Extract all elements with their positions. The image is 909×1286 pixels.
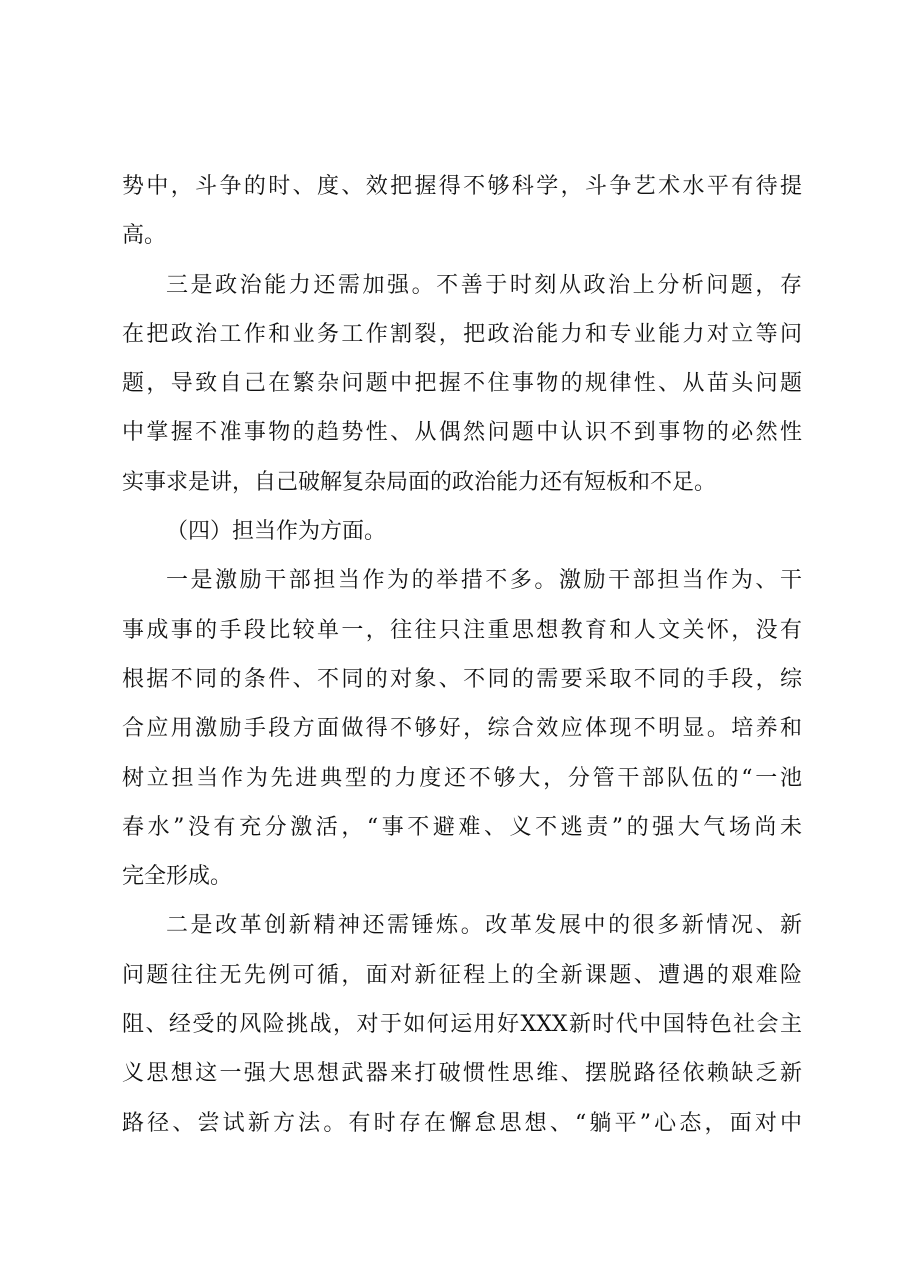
text-line: 合应用激励手段方面做得不够好，综合效应体现不明显。培养和 xyxy=(122,716,802,742)
text-line: 在把政治工作和业务工作割裂，把政治能力和专业能力对立等问 xyxy=(122,321,802,347)
text-line: 路径、尝试新方法。有时存在懈怠思想、“躺平”心态，面对中 xyxy=(122,1110,802,1136)
text-line: 根据不同的条件、不同的对象、不同的需要采取不同的手段，综 xyxy=(122,666,802,692)
text-line: 问题往往无先例可循，面对新征程上的全新课题、遭遇的艰难险 xyxy=(122,962,802,988)
paragraph-start-line: 二是改革创新精神还需锤炼。改革发展中的很多新情况、新 xyxy=(166,913,802,939)
text-line: 题，导致自己在繁杂问题中把握不住事物的规律性、从苗头问题 xyxy=(122,371,802,397)
body-text xyxy=(122,162,802,1148)
section-heading: （四）担当作为方面。 xyxy=(166,519,387,545)
text-line: 中掌握不准事物的趋势性、从偶然问题中认识不到事物的必然性 xyxy=(122,420,802,446)
text-line: 高。 xyxy=(122,223,167,249)
text-line: 阻、经受的风险挑战，对于如何运用好XXX新时代中国特色社会主 xyxy=(122,1012,802,1038)
text-line: 春水”没有充分激活，“事不避难、义不逃责”的强大气场尚未 xyxy=(122,814,802,840)
text-line: 势中，斗争的时、度、效把握得不够科学，斗争艺术水平有待提 xyxy=(122,174,802,199)
text-line: 实事求是讲，自己破解复杂局面的政治能力还有短板和不足。 xyxy=(122,469,717,495)
paragraph-start-line: 三是政治能力还需加强。不善于时刻从政治上分析问题，存 xyxy=(166,272,802,298)
text-line: 事成事的手段比较单一，往往只注重思想教育和人文关怀，没有 xyxy=(122,617,802,643)
text-line: 义思想这一强大思想武器来打破惯性思维、摆脱路径依赖缺乏新 xyxy=(122,1061,802,1087)
text-line: 完全形成。 xyxy=(122,864,233,890)
paragraph-start-line: 一是激励干部担当作为的举措不多。激励干部担当作为、干 xyxy=(166,568,802,594)
text-line: 树立担当作为先进典型的力度还不够大，分管干部队伍的“一池 xyxy=(122,765,802,791)
